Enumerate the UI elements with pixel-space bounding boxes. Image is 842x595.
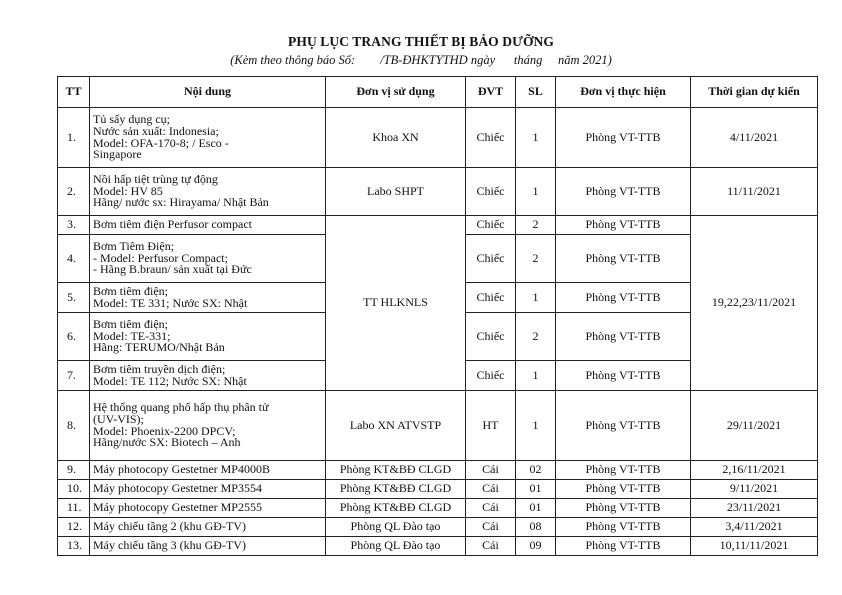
content-line: (UV-VIS); [93,411,144,426]
cell-unit: Labo XN ATVSTP [326,391,466,461]
table-row [58,391,818,461]
cell-executor: Phòng VT-TTB [556,168,691,216]
cell-content [90,461,326,480]
cell-sl: 02 [516,461,556,480]
cell-sl: 01 [516,480,556,499]
cell-dvt: Cái [466,480,516,499]
cell-executor: Phòng VT-TTB [556,283,691,313]
header-executor: Đơn vị thực hiện [556,77,691,108]
cell-content [90,168,326,216]
content-line: Hãng/ nước sx: Hirayama/ Nhật Bản [93,195,269,210]
content-line: Máy photocopy Gestetner MP3554 [93,481,262,496]
content-line: Máy chiếu tầng 3 (khu GĐ-TV) [93,538,246,553]
cell-time: 3,4/11/2021 [691,518,818,537]
content-line: Singapore [93,147,142,162]
content-line: Model: HV 85 [93,183,163,198]
cell-dvt: Chiếc [466,361,516,391]
cell-content [90,537,326,556]
cell-time: 23/11/2021 [691,499,818,518]
cell-tt: 5. [58,283,90,313]
cell-tt: 1. [58,108,90,168]
cell-tt: 6. [58,313,90,361]
content-line: Bơm Tiêm Điện; [93,239,175,254]
table-row [58,216,818,235]
cell-tt: 2. [58,168,90,216]
cell-sl: 1 [516,283,556,313]
content-line: Model: TE-331; [93,328,171,343]
cell-tt: 4. [58,235,90,283]
cell-executor: Phòng VT-TTB [556,391,691,461]
cell-dvt: Chiếc [466,283,516,313]
content-line: - Model: Perfusor Compact; [93,250,228,265]
table-row [58,480,818,499]
cell-sl: 1 [516,168,556,216]
cell-tt: 11. [58,499,90,518]
cell-dvt: Chiếc [466,108,516,168]
cell-content [90,480,326,499]
cell-tt: 8. [58,391,90,461]
content-line: Hãng/nước SX: Biotech – Anh [93,435,241,450]
table-row [58,518,818,537]
cell-executor: Phòng VT-TTB [556,313,691,361]
cell-time: 11/11/2021 [691,168,818,216]
content-line: Model: Phoenix-2200 DPCV; [93,423,236,438]
cell-sl: 1 [516,108,556,168]
cell-time: 2,16/11/2021 [691,461,818,480]
cell-tt: 7. [58,361,90,391]
cell-unit: Labo SHPT [326,168,466,216]
cell-tt: 9. [58,461,90,480]
cell-dvt: Chiếc [466,168,516,216]
cell-tt: 12. [58,518,90,537]
content-line: Model: TE 112; Nước SX: Nhật [93,373,247,388]
equipment-table [57,76,818,556]
header-unit: Đơn vị sử dụng [326,77,466,108]
cell-unit: Phòng QL Đào tạo [326,537,466,556]
cell-unit: Phòng QL Đào tạo [326,518,466,537]
content-line: Model: TE 331; Nước SX: Nhật [93,295,248,310]
cell-unit: Phòng KT&BĐ CLGD [326,480,466,499]
content-line: Nồi hấp tiệt trùng tự động [93,172,218,187]
content-line: Model: OFA-170-8; / Esco - [93,135,229,150]
cell-executor: Phòng VT-TTB [556,235,691,283]
cell-unit: Khoa XN [326,108,466,168]
cell-executor: Phòng VT-TTB [556,461,691,480]
cell-time: 4/11/2021 [691,108,818,168]
content-line: Máy photocopy Gestetner MP4000B [93,462,270,477]
header-content: Nội dung [90,77,326,108]
header-dvt: ĐVT [466,77,516,108]
cell-sl: 1 [516,361,556,391]
content-line: Bơm tiêm điện; [93,317,169,332]
table-row [58,168,818,216]
cell-content [90,235,326,283]
header-time: Thời gian dự kiến [691,77,818,108]
table-row [58,461,818,480]
content-line: Bơm tiêm điện Perfusor compact [93,217,252,232]
cell-dvt: Chiếc [466,216,516,235]
cell-unit: Phòng KT&BĐ CLGD [326,461,466,480]
content-line: Hãng: TERUMO/Nhật Bản [93,340,225,355]
cell-dvt: Cái [466,537,516,556]
cell-content [90,216,326,235]
cell-tt: 10. [58,480,90,499]
cell-tt: 3. [58,216,90,235]
content-line: Bơm tiêm truyền dịch điện; [93,361,226,376]
cell-time-merged: 19,22,23/11/2021 [691,216,818,391]
cell-dvt: Chiếc [466,235,516,283]
content-line: Hệ thống quang phổ hấp thụ phân tử [93,400,269,415]
table-row [58,499,818,518]
cell-time: 10,11/11/2021 [691,537,818,556]
header-tt: TT [58,77,90,108]
cell-sl: 2 [516,216,556,235]
header-sl: SL [516,77,556,108]
cell-content [90,313,326,361]
cell-content [90,283,326,313]
cell-content [90,518,326,537]
cell-content [90,361,326,391]
content-line: - Hãng B.braun/ sản xuất tại Đức [93,262,252,277]
content-line: Nước sản xuất: Indonesia; [93,123,219,138]
cell-sl: 09 [516,537,556,556]
cell-sl: 08 [516,518,556,537]
cell-dvt: Cái [466,461,516,480]
cell-dvt: Cái [466,499,516,518]
cell-sl: 2 [516,235,556,283]
document-subtitle: (Kèm theo thông báo Số: /TB-ĐHKTYTHD ngày tháng năm 2021) [230,53,612,67]
cell-time: 29/11/2021 [691,391,818,461]
content-line: Bơm tiêm điện; [93,283,169,298]
cell-executor: Phòng VT-TTB [556,361,691,391]
cell-sl: 1 [516,391,556,461]
cell-sl: 2 [516,313,556,361]
cell-dvt: Cái [466,518,516,537]
cell-content [90,391,326,461]
content-line: Máy chiếu tầng 2 (khu GĐ-TV) [93,519,246,534]
cell-executor: Phòng VT-TTB [556,499,691,518]
cell-executor: Phòng VT-TTB [556,108,691,168]
cell-executor: Phòng VT-TTB [556,216,691,235]
cell-unit-merged: TT HLKNLS [326,216,466,391]
cell-tt: 13. [58,537,90,556]
cell-dvt: HT [466,391,516,461]
cell-executor: Phòng VT-TTB [556,537,691,556]
content-line: Tủ sấy dụng cụ; [93,112,170,127]
cell-content [90,499,326,518]
cell-executor: Phòng VT-TTB [556,518,691,537]
cell-unit: Phòng KT&BĐ CLGD [326,499,466,518]
table-row [58,537,818,556]
table-header-row [58,77,818,108]
content-line: Máy photocopy Gestetner MP2555 [93,500,262,515]
document-title: PHỤ LỤC TRANG THIẾT BỊ BẢO DƯỠNG [288,34,554,49]
cell-sl: 01 [516,499,556,518]
table-row [58,108,818,168]
cell-time: 9/11/2021 [691,480,818,499]
cell-executor: Phòng VT-TTB [556,480,691,499]
cell-dvt: Chiếc [466,313,516,361]
cell-content [90,108,326,168]
